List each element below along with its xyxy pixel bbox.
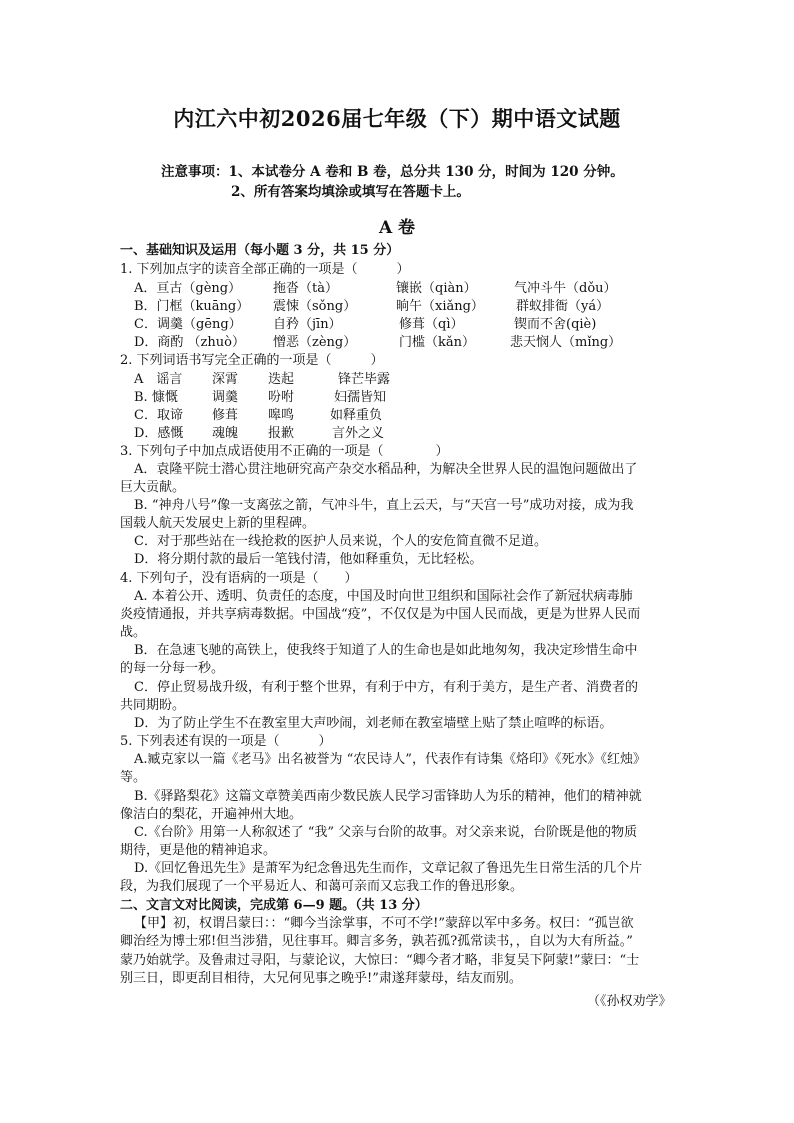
q2-option-c2: 修葺: [212, 408, 239, 423]
q2-option-c1: C．取谛: [134, 408, 183, 423]
notice-line-2: 2、所有答案均填涂或填写在答题卡上。: [231, 184, 470, 200]
q4-line: A. 本着公开、透明、负责任的态度，中国及时向世卫组织和国际社会作了新冠状病毒肺: [134, 589, 633, 604]
q4-line: C．停止贸易战升级，有利于整个世界，有利于中方，有利于美方，是生产者、消费者的: [134, 680, 638, 695]
q5-line: D.《回忆鲁迅先生》是萧军为纪念鲁迅先生而作，文章记叙了鲁迅先生日常生活的几个片: [134, 861, 643, 876]
q1-option-b4: 群蚁排衙（yá）: [516, 299, 610, 314]
q5-stem: 5. 下列表述有误的一项是（ ）: [120, 734, 332, 749]
q2-option-a1: A 谣言: [134, 372, 183, 387]
part1-heading: 一、基础知识及运用（每小题 3 分，共 15 分）: [120, 243, 400, 258]
passage-line: 【甲】初，权谓吕蒙曰：：“卿今当涂掌事，不可不学!”蒙辞以军中多务。权曰：“孤岂欲: [134, 916, 634, 931]
q2-option-d1: D．感慨: [134, 426, 184, 441]
q4-line: 的每一分每一秒。: [120, 661, 225, 676]
q1-option-b1: B．门框（kuāng）: [134, 299, 250, 314]
q3-line: C．对于那些站在一线抢救的医护人员来说，个人的安危简直微不足道。: [134, 534, 547, 549]
q3-line: B. “神舟八号”像一支离弦之箭，气冲斗牛，直上云天，与“天宫一号”成功对接，成为我: [134, 498, 634, 513]
q3-line: A．袁隆平院士潜心贯注地研究高产杂交水稻品种，为解决全世界人民的温饱问题做出了: [134, 462, 638, 477]
q5-line: C.《台阶》用第一人称叙述了 “我” 父亲与台阶的故事。对父亲来说，台阶既是他的物质: [134, 825, 638, 840]
part2-heading: 二、文言文对比阅读，完成第 6—9 题。（共 13 分）: [120, 898, 428, 913]
q1-option-c2: 自矜（jīn）: [273, 317, 342, 332]
q1-option-c3: 修葺（qì）: [399, 317, 464, 332]
passage-source: （《孙权劝学》: [587, 994, 672, 1009]
q4-line: 战。: [120, 625, 147, 640]
q5-line: A.臧克家以一篇《老马》出名被誉为 “农民诗人”，代表作有诗集《烙印》《死水》《红烛》: [134, 752, 646, 767]
q3-line: D．将分期付款的最后一笔钱付清，他如释重负，无比轻松。: [134, 552, 483, 567]
q1-option-d3: 门槛（kǎn）: [399, 335, 476, 350]
q2-option-a2: 深霄: [212, 372, 239, 387]
q1-option-b2: 震悚（sǒng）: [273, 299, 357, 314]
q3-stem: 3. 下列句子中加点成语使用不正确的一项是（ ）: [120, 444, 449, 459]
q1-option-b3: 晌午（xiǎng）: [396, 299, 484, 314]
q1-option-c4: 锲而不舍(qiè): [514, 317, 597, 332]
q1-option-a2: 拖沓（tà）: [273, 281, 338, 296]
q5-line: 段，为我们展现了一个平易近人、和蔼可亲而又忘我工作的鲁迅形象。: [120, 879, 524, 894]
q1-option-a1: A．亘古（gèng）: [134, 281, 242, 296]
notice-line-1: 注意事项：1、本试卷分 A 卷和 B 卷，总分共 130 分，时间为 120 分钟。: [161, 164, 624, 180]
q1-option-a4: 气冲斗牛（dǒu）: [514, 281, 617, 296]
q1-option-d2: 憎恶（zèng）: [273, 335, 357, 350]
q4-line: D．为了防止学生不在教室里大声吵闹，刘老师在教室墙壁上贴了禁止喧哗的标语。: [134, 716, 613, 731]
q3-line: 国载人航天发展史上新的里程碑。: [120, 516, 316, 531]
section-a-heading: A 卷: [378, 218, 416, 238]
q2-option-d3: 报歉: [268, 426, 295, 441]
q2-option-c4: 如释重负: [330, 408, 383, 423]
q4-line: 炎疫情通报，并共享病毒数据。中国战“疫”，不仅仅是为中国人民而战，更是为世界人民而: [120, 607, 641, 622]
q2-option-d4: 言外之义: [332, 426, 385, 441]
q4-line: 共同期盼。: [120, 698, 186, 713]
q4-line: B．在急速飞驰的高铁上，使我终于知道了人的生命也是如此地匆匆，我决定珍惜生命中: [134, 643, 638, 658]
q2-option-d2: 魂魄: [212, 426, 239, 441]
page-title: 内江六中初2026届七年级（下）期中语文试题: [173, 106, 621, 131]
q5-line: B.《驿路梨花》这篇文章赞美西南少数民族人民学习雷锋助人为乐的精神，他们的精神就: [134, 789, 642, 804]
q3-line: 巨大贡献。: [120, 480, 186, 495]
q2-option-b3: 吩咐: [268, 390, 295, 405]
passage-line: 蒙乃始就学。及鲁肃过寻阳，与蒙论议，大惊曰：“卿今者才略，非复吴下阿蒙!”蒙曰：“士: [120, 953, 640, 968]
q2-option-b4: 妇孺皆知: [334, 390, 387, 405]
q5-line: 等。: [120, 770, 147, 785]
q5-line: 像洁白的梨花，开遍神州大地。: [120, 807, 303, 822]
passage-line: 别三日，即更刮目相待，大兄何见事之晚乎!”肃遂拜蒙母，结友而别。: [120, 971, 522, 986]
q2-stem: 2. 下列词语书写完全正确的一项是（ ）: [120, 353, 384, 368]
q1-stem: 1. 下列加点字的读音全部正确的一项是（ ）: [120, 262, 410, 277]
q1-option-d1: D．商酌 （zhuò）: [134, 335, 245, 350]
q5-line: 期待，更是他的精神追求。: [120, 843, 277, 858]
q2-option-a3: 迭起: [268, 372, 295, 387]
q1-option-d4: 悲天悯人（mǐng）: [510, 335, 622, 350]
q2-option-a4: 锋芒毕露: [338, 372, 391, 387]
q2-option-b1: B. 慷慨: [134, 390, 178, 405]
passage-line: 卿治经为博士邪!但当涉猎，见往事耳。卿言多务，孰若孤?孤常读书，，自以为大有所益。”: [120, 934, 633, 949]
q2-option-b2: 调羹: [212, 390, 239, 405]
q2-option-c3: 嗥鸣: [268, 408, 295, 423]
q4-stem: 4. 下列句子，没有语病的一项是（ ）: [120, 571, 358, 586]
q1-option-c1: C．调羹（gēng）: [134, 317, 242, 332]
q1-option-a3: 镶嵌（qiàn）: [396, 281, 477, 296]
